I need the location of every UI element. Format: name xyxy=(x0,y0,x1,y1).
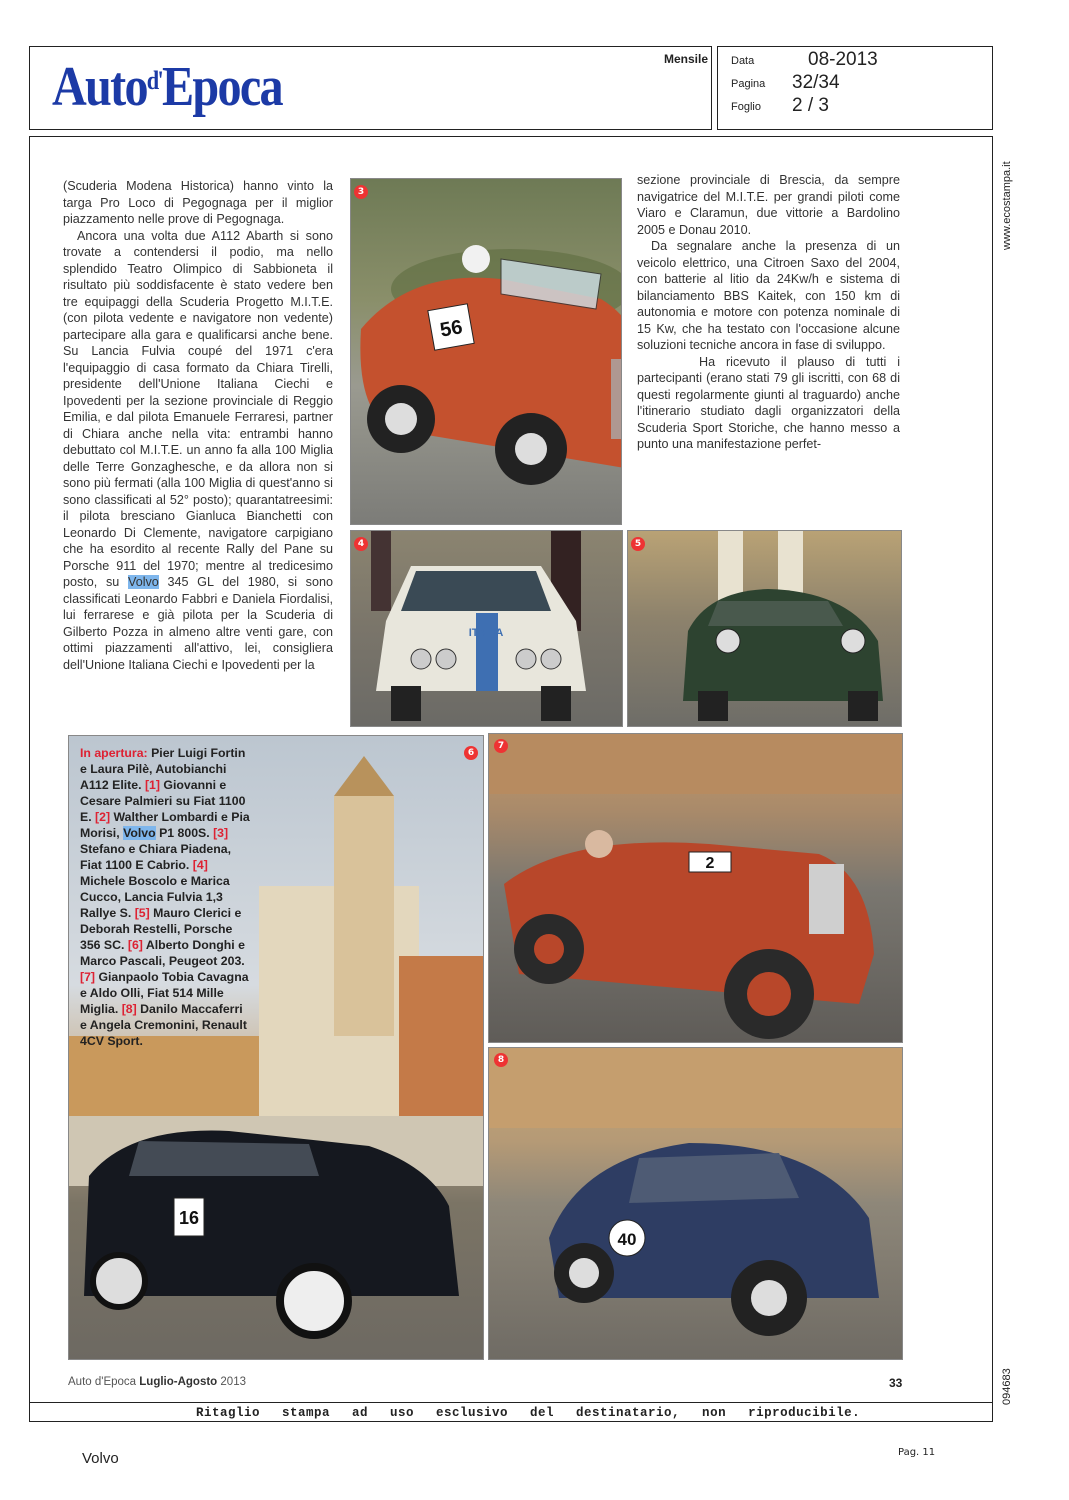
website-vertical: www.ecostampa.it xyxy=(1001,161,1013,250)
disclaimer-divider xyxy=(29,1402,993,1403)
race-number-2: 2 xyxy=(705,855,715,872)
article-right-column xyxy=(637,172,900,453)
document-page-label: Pag. 11 xyxy=(898,1447,936,1458)
photo-badge: 5 xyxy=(631,537,645,551)
article-left-column xyxy=(63,178,333,673)
data-value: 08-2013 xyxy=(808,49,878,70)
photo-5-porsche-356 xyxy=(627,530,902,727)
photo-badge: 6 xyxy=(464,746,478,760)
paragraph: Ancora una volta due A112 Abarth si sono trovate a contendersi il podio, ma nello splendido Teatro Olimpico di Sabbioneta il risultato più soddisfacente è stato vedere ben tre equipaggi della Scuderia Progetto M.I.T.E. (con pilota vedente e navigatore non vedente) partecipare alla gara e qualificarsi anche bene. Su Lancia Fulvia coupé del 1971 c'era l'equipaggio di casa formato da Chiara Tirelli, presidente dell'Unione Italiana Ciechi e Ipovedenti per la sezione provinciale di Reggio Emilia, e dal pilota Emanuele Ferraresi, partner di Chiara anche nella vita: entrambi hanno debuttato col M.I.T.E. un anno fa alla 100 Miglia delle Terre Gonzaghesche, e da allora non si sono più fermati (alla 100 Miglia di quest'anno si sono classificati al 52° posto); quarantatreesimi: il pilota bresciano Gianluca Bianchetti con Leonardo Di Clemente, navigatore carpigiano che ha esordito al recente Rally del Pane su Porsche 911 del 1970; mentre al tredicesimo posto, su Volvo 345 GL del 1980, si sono classificati Leonardo Fabbri e Daniela Fiordalisi, lui ferrarese e già pilota per la Scuderia di Gilberto Pozza in almeno altre venti gare, con ottimi piazzamenti all'attivo, lei, consigliera dell'Unione Italiana Ciechi e Ipovedenti per la xyxy=(63,228,333,672)
hood-text: ITALIA xyxy=(468,627,504,639)
paragraph: Da segnalare anche la presenza di un veicolo elettrico, una Citroen Saxo del 2004, con batterie al litio da 24Kw/h e sistema di bilanciamento BBS Kaitek, con 150 km di autonomia e motore con potenza nominale di 15 Kw, che ha testato con l'occasione alcune soluzioni tecniche ancora in fase di sviluppo. xyxy=(637,239,900,352)
photo-badge: 3 xyxy=(354,185,368,199)
page-number: 33 xyxy=(889,1376,903,1390)
archive-code-vertical: 094683 xyxy=(1001,1368,1013,1405)
reproduction-disclaimer: Ritaglio stampa ad uso esclusivo del destinatario, non riproducibile. xyxy=(196,1406,861,1420)
foglio-value: 2 / 3 xyxy=(792,95,829,116)
pagina-value: 32/34 xyxy=(792,72,840,93)
paragraph: sezione provinciale di Brescia, da sempre navigatrice del M.I.T.E. per grandi piloti come Viaro e Claramun, due vittorie a Bardolino 2005 e Donau 2010. xyxy=(637,173,900,237)
race-number-40: 40 xyxy=(617,1230,637,1249)
keyword-label: Volvo xyxy=(82,1450,119,1467)
photo-badge: 4 xyxy=(354,537,368,551)
pagina-label: Pagina xyxy=(731,78,766,90)
magazine-footer: Auto d'Epoca Luglio-Agosto 2013 xyxy=(68,1376,246,1388)
photo-badge: 7 xyxy=(494,739,508,753)
photo-4-lancia-fulvia xyxy=(350,530,623,727)
porsche-illustration xyxy=(628,531,902,727)
highlighted-keyword: Volvo xyxy=(127,575,159,589)
photo-badge: 8 xyxy=(494,1053,508,1067)
photo-captions: In apertura: Pier Luigi Fortin e Laura Pilè, Autobianchi A112 Elite. [1] Giovanni e Cesare Palmieri su Fiat 1100 E. [2] Walther Lombardi e Pia Morisi, Volvo P1 800S. [3] Stefano e Chiara Piadena, Fiat 1100 E Cabrio. [4] Michele Boscolo e Marica Cucco, Lancia Fulvia 1,3 Rallye S. [5] Mauro Clerici e Deborah Restelli, Porsche 356 SC. [6] Alberto Donghi e Marco Pascali, Peugeot 203. [7] Gianpaolo Tobia Cavagna e Aldo Olli, Fiat 514 Mille Miglia. [8] Danilo Maccaferri e Angela Cremonini, Renault 4CV Sport. xyxy=(80,746,250,1048)
paragraph: (Scuderia Modena Historica) hanno vinto la targa Pro Loco di Pegognaga per il miglior piazzamento nelle prove di Pegognaga. xyxy=(63,179,333,226)
data-label: Data xyxy=(731,55,755,67)
photo-8-renault-4cv xyxy=(488,1047,903,1360)
cabrio-illustration xyxy=(351,179,622,525)
race-number-56: 56 xyxy=(438,316,465,342)
photo-3-fiat-cabrio xyxy=(350,178,622,525)
magazine-logo: Auto$^{d'}$Epoca xyxy=(52,56,282,118)
roadster-illustration xyxy=(489,734,903,1043)
fulvia-illustration xyxy=(351,531,623,727)
highlighted-keyword: Volvo xyxy=(123,826,156,840)
race-number-16: 16 xyxy=(178,1208,200,1228)
frequency-label: Mensile xyxy=(664,52,709,66)
foglio-label: Foglio xyxy=(731,101,761,113)
paragraph: Ha ricevuto il plauso di tutti i partecipanti (erano stati 79 gli iscritti, con 68 di questi regolarmente giunti al traguardo) anche l'itinerario studiato dagli organizzatori della Scuderia Sport Storiche, che hanno messo a punto una manifestazione perfet- xyxy=(637,354,900,451)
renault-illustration xyxy=(489,1048,903,1360)
photo-7-fiat-514 xyxy=(488,733,903,1043)
